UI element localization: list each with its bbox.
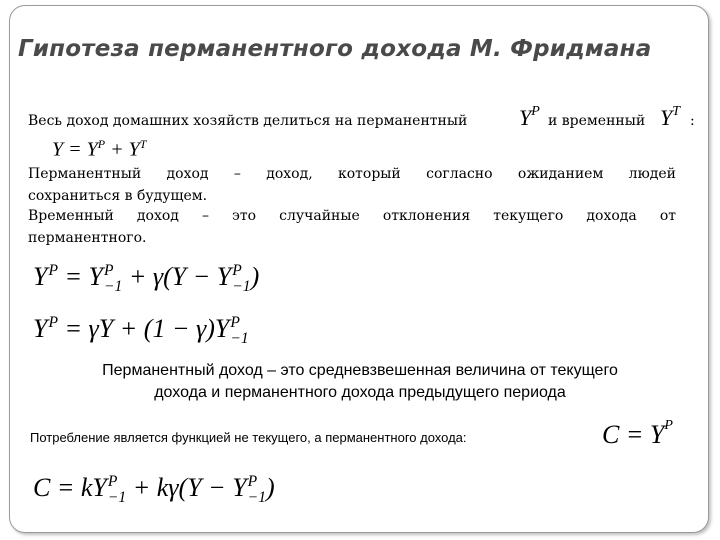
transitory-income-definition: [28, 205, 676, 249]
para1-line2: сохраниться в будущем.: [28, 188, 208, 204]
formula-consumption: $C = Y^P$: [602, 418, 673, 449]
slide-title: Гипотеза перманентного дохода М. Фридмана: [18, 36, 652, 62]
intro-and: и временный: [548, 113, 646, 129]
formula-income-split: $Y = Y^P + Y^T$: [52, 137, 147, 161]
summary-line1: Перманентный доход – это средневзвешенная величина от текущего: [102, 362, 618, 379]
weighted-average-summary: [20, 360, 700, 404]
consumption-text: Потребление является функцией не текущего, а перманентного дохода:: [30, 430, 467, 445]
intro-text: Весь доход домашних хозяйств делиться на перманентный: [28, 113, 468, 129]
formula-consumption-expanded: C = kY P −1 + kγ(Y − Y P −1 ): [33, 473, 275, 507]
intro-colon: :: [690, 113, 695, 129]
permanent-income-definition: [28, 163, 676, 207]
summary-line2: дохода и перманентного дохода предыдущего периода: [154, 384, 566, 401]
formula-permanent-adaptive: Y P = Y P −1 + γ(Y − Y P −1 ): [33, 262, 260, 296]
para2-line2: перманентного.: [28, 230, 147, 246]
para2-line1: Временный доход – это случайные отклонения текущего дохода от: [28, 208, 676, 224]
formula-yt-inline: $Y^T$: [660, 103, 681, 130]
formula-permanent-weighted: Y P = γY + (1 − γ)Y P −1: [33, 314, 249, 348]
para1-line1: Перманентный доход – доход, который согласно ожиданием людей: [28, 166, 676, 182]
formula-yp-inline: $Y^P$: [519, 103, 540, 130]
